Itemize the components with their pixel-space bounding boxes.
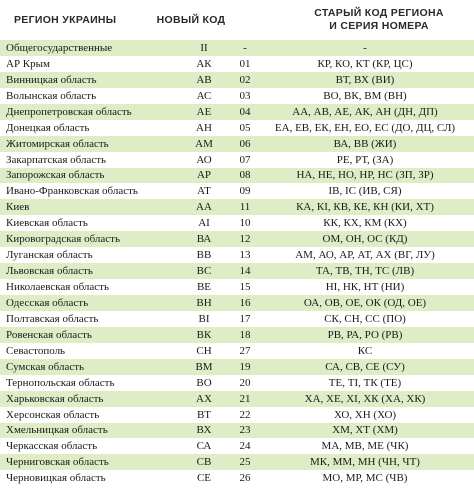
header-old-code-line1: СТАРЫЙ КОД РЕГИОНА — [314, 7, 444, 19]
region-cell: Севастополь — [6, 344, 66, 357]
region-cell: Общегосударственные — [6, 41, 113, 54]
new-code-cell: ВК — [196, 328, 212, 341]
region-cell: Сумская область — [6, 360, 85, 373]
new-code-cell: ВВ — [196, 249, 212, 262]
table-row — [0, 104, 474, 120]
old-code-cell: - — [243, 41, 247, 54]
old-code-cell: 14 — [239, 265, 251, 278]
table-row — [0, 72, 474, 88]
region-cell: Донецкая область — [6, 121, 90, 134]
table-row — [0, 279, 474, 295]
new-code-cell: ВМ — [195, 360, 213, 373]
new-code-cell: ВІ — [198, 312, 210, 325]
table-row — [0, 359, 474, 375]
region-cell: Киевская область — [6, 217, 88, 230]
region-cell: Харьковская область — [6, 392, 104, 405]
region-cell: Львовская область — [6, 265, 93, 278]
region-cell: Николаевская область — [6, 281, 110, 294]
old-code-cell: 03 — [239, 89, 251, 102]
region-cell: Херсонская область — [6, 408, 100, 421]
series-cell: МО, МР, МС (ЧВ) — [322, 472, 408, 485]
series-cell: ІВ, ІС (ИВ, СЯ) — [328, 185, 402, 198]
series-cell: СА, СВ, СЕ (СУ) — [325, 360, 405, 373]
table-row — [0, 215, 474, 231]
series-cell: ТА, ТВ, ТН, ТС (ЛВ) — [315, 265, 415, 278]
old-code-cell: 02 — [239, 73, 251, 86]
new-code-cell: АН — [196, 121, 212, 134]
table-row — [0, 56, 474, 72]
region-cell: Винницкая область — [6, 73, 97, 86]
series-cell: РВ, РА, РО (РВ) — [327, 328, 403, 341]
old-code-cell: 07 — [239, 153, 251, 166]
old-code-cell: 09 — [239, 185, 251, 198]
old-code-cell: 26 — [239, 472, 251, 485]
series-cell: - — [363, 41, 367, 54]
table-row — [0, 247, 474, 263]
series-cell: ХА, ХЕ, ХІ, ХК (ХА, ХК) — [304, 392, 426, 405]
old-code-cell: 11 — [239, 201, 251, 214]
new-code-cell: ВХ — [196, 424, 212, 437]
old-code-cell: 06 — [239, 137, 251, 150]
table-row — [0, 152, 474, 168]
table-row — [0, 168, 474, 184]
new-code-cell: АІ — [198, 217, 210, 230]
region-cell: Ивано-Франковская область — [6, 185, 138, 198]
old-code-cell: 16 — [239, 296, 251, 309]
old-code-cell: 18 — [239, 328, 251, 341]
new-code-cell: СВ — [196, 456, 212, 469]
region-cell: Закарпатская область — [6, 153, 107, 166]
table-row — [0, 423, 474, 439]
region-cell: АР Крым — [6, 57, 50, 70]
old-code-cell: 19 — [239, 360, 251, 373]
region-cell: Черновицкая область — [6, 472, 106, 485]
old-code-cell: 04 — [239, 105, 251, 118]
old-code-cell: 27 — [239, 344, 251, 357]
new-code-cell: II — [200, 41, 208, 54]
new-code-cell: АА — [196, 201, 212, 214]
new-code-cell: СН — [196, 344, 212, 357]
new-code-cell: АЕ — [196, 105, 212, 118]
new-code-cell: ВЕ — [196, 281, 212, 294]
old-code-cell: 05 — [239, 121, 251, 134]
new-code-cell: АВ — [196, 73, 212, 86]
region-cell: Тернопольская область — [6, 376, 115, 389]
table-row — [0, 407, 474, 423]
region-cell: Волынская область — [6, 89, 97, 102]
table-row — [0, 327, 474, 343]
new-code-cell: ВО — [196, 376, 212, 389]
header-old-code-line2: И СЕРИЯ НОМЕРА — [329, 20, 429, 32]
new-code-cell: АХ — [196, 392, 212, 405]
table-row — [0, 295, 474, 311]
old-code-cell: 24 — [239, 440, 251, 453]
series-cell: РЕ, РТ, (ЗА) — [336, 153, 394, 166]
series-cell: ОА, ОВ, ОЕ, ОК (ОД, ОЕ) — [303, 296, 427, 309]
old-code-cell: 21 — [239, 392, 251, 405]
series-cell: ВТ, ВХ (ВИ) — [335, 73, 395, 86]
table-row — [0, 343, 474, 359]
new-code-cell: АК — [196, 57, 212, 70]
header-old-code — [284, 7, 474, 33]
region-cell: Черкасская область — [6, 440, 98, 453]
table-row — [0, 88, 474, 104]
old-code-cell: 01 — [239, 57, 251, 70]
old-code-cell: 13 — [239, 249, 251, 262]
new-code-cell: ВН — [196, 296, 212, 309]
old-code-cell: 25 — [239, 456, 251, 469]
table-row — [0, 136, 474, 152]
old-code-cell: 17 — [239, 312, 251, 325]
new-code-cell: ВА — [196, 233, 212, 246]
old-code-cell: 10 — [239, 217, 251, 230]
region-cell: Полтавская область — [6, 312, 99, 325]
table-row — [0, 40, 474, 56]
table-row — [0, 311, 474, 327]
license-plate-table — [0, 40, 474, 486]
old-code-cell: 22 — [239, 408, 251, 421]
new-code-cell: СА — [196, 440, 212, 453]
series-cell: КА, КІ, КВ, КЕ, КН (КИ, ХТ) — [296, 201, 434, 214]
series-cell: КС — [357, 344, 373, 357]
series-cell: ЕА, ЕВ, ЕК, ЕН, ЕО, ЕС (ДО, ДЦ, СЛ) — [274, 121, 456, 134]
region-cell: Хмельницкая область — [6, 424, 108, 437]
region-cell: Луганская область — [6, 249, 93, 262]
series-cell: АМ, АО, АР, АТ, АХ (ВГ, ЛУ) — [295, 249, 435, 262]
new-code-cell: АМ — [195, 137, 213, 150]
table-header — [0, 0, 474, 40]
region-cell: Одесская область — [6, 296, 89, 309]
table-row — [0, 120, 474, 136]
new-code-cell: АО — [196, 153, 212, 166]
series-cell: ХО, ХН (ХО) — [333, 408, 397, 421]
table-row — [0, 375, 474, 391]
table-row — [0, 438, 474, 454]
new-code-cell: ВТ — [197, 408, 211, 421]
region-cell: Запорожская область — [6, 169, 105, 182]
table-row — [0, 183, 474, 199]
table-row — [0, 199, 474, 215]
series-cell: МК, ММ, МН (ЧН, ЧТ) — [310, 456, 420, 469]
region-cell: Киев — [6, 201, 30, 214]
old-code-cell: 20 — [239, 376, 251, 389]
series-cell: ХМ, ХТ (ХМ) — [332, 424, 398, 437]
series-cell: ВА, ВВ (ЖИ) — [333, 137, 397, 150]
new-code-cell: СЕ — [196, 472, 212, 485]
old-code-cell: 08 — [239, 169, 251, 182]
region-cell: Ровенская область — [6, 328, 92, 341]
region-cell: Кировоградская область — [6, 233, 120, 246]
new-code-cell: АС — [196, 89, 212, 102]
series-cell: МА, МВ, МЕ (ЧК) — [321, 440, 409, 453]
region-cell: Житомирская область — [6, 137, 109, 150]
old-code-cell: 12 — [239, 233, 251, 246]
new-code-cell: ВС — [196, 265, 212, 278]
series-cell: НА, НЕ, НО, НР, НС (ЗП, ЗР) — [296, 169, 434, 182]
series-cell: НІ, НК, НТ (НИ) — [325, 281, 405, 294]
table-row — [0, 391, 474, 407]
old-code-cell: 15 — [239, 281, 251, 294]
region-cell: Черниговская область — [6, 456, 109, 469]
header-region: РЕГИОН УКРАИНЫ — [14, 14, 117, 26]
old-code-cell: 23 — [239, 424, 251, 437]
table-row — [0, 454, 474, 470]
new-code-cell: АТ — [197, 185, 211, 198]
series-cell: КК, КХ, КМ (КХ) — [323, 217, 407, 230]
series-cell: ВО, ВК, ВМ (ВН) — [323, 89, 407, 102]
series-cell: КР, КО, КТ (КР, ЦС) — [317, 57, 413, 70]
series-cell: СК, СН, СС (ПО) — [324, 312, 406, 325]
table-row — [0, 263, 474, 279]
series-cell: ОМ, ОН, ОС (КД) — [322, 233, 408, 246]
series-cell: АА, АВ, АЕ, АК, АН (ДН, ДП) — [292, 105, 438, 118]
new-code-cell: АР — [196, 169, 212, 182]
series-cell: ТЕ, ТІ, ТК (ТЕ) — [328, 376, 402, 389]
header-new-code: НОВЫЙ КОД — [156, 14, 226, 26]
table-row — [0, 231, 474, 247]
table-row — [0, 470, 474, 486]
region-cell: Днепропетровская область — [6, 105, 132, 118]
